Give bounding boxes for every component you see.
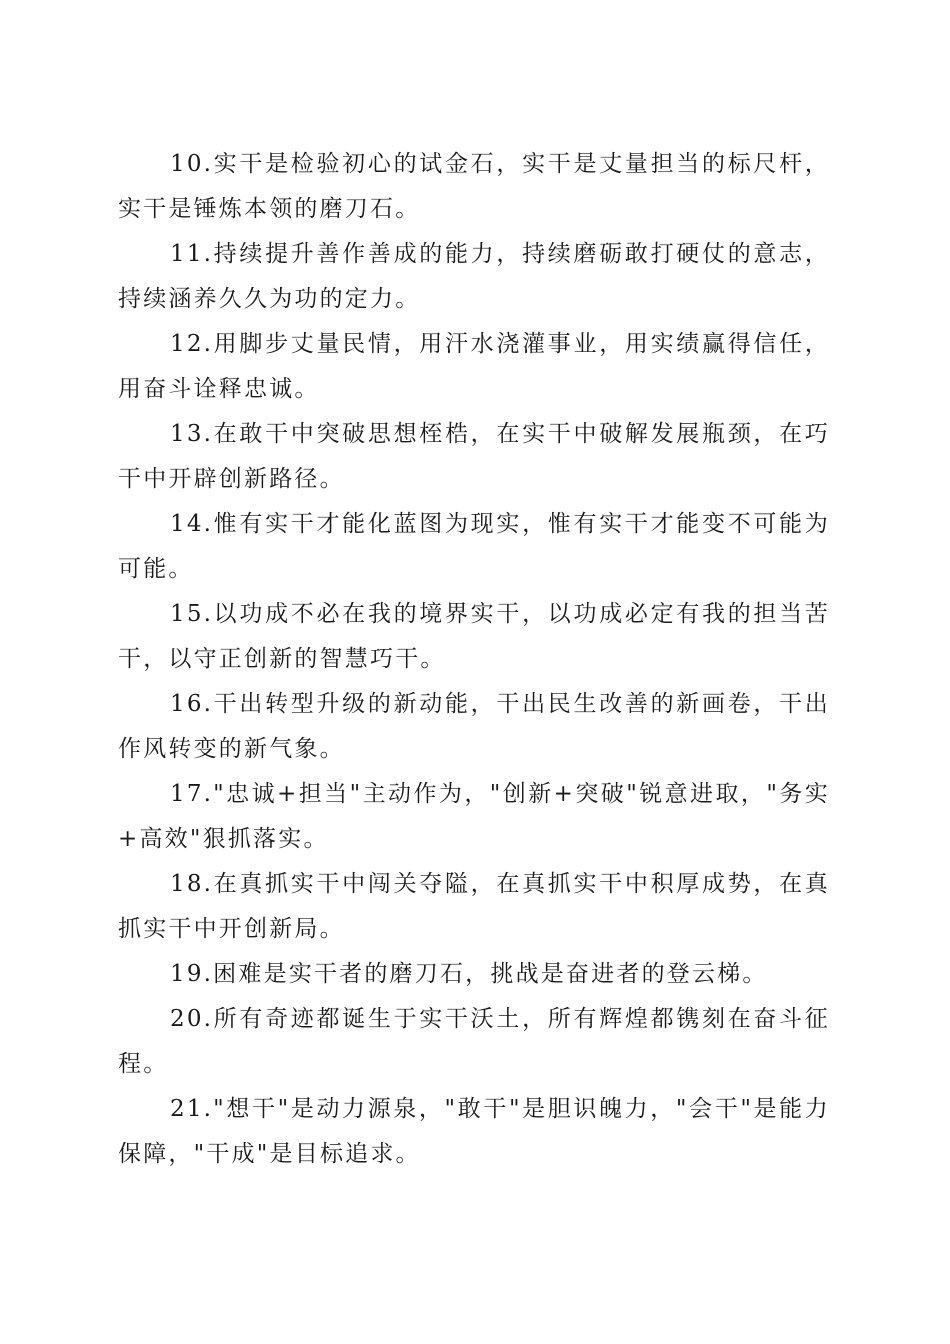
paragraph-11: 11.持续提升善作善成的能力，持续磨砺敢打硬仗的意志，持续涵养久久为功的定力。 xyxy=(118,241,830,312)
paragraph-20: 20.所有奇迹都诞生于实干沃土，所有辉煌都镌刻在奋斗征程。 xyxy=(118,1006,830,1077)
paragraph-14: 14.惟有实干才能化蓝图为现实，惟有实干才能变不可能为可能。 xyxy=(118,511,830,582)
paragraph-12: 12.用脚步丈量民情，用汗水浇灌事业，用实绩赢得信任，用奋斗诠释忠诚。 xyxy=(118,331,830,402)
paragraph-19: 19.困难是实干者的磨刀石，挑战是奋进者的登云梯。 xyxy=(170,961,768,987)
document-body xyxy=(118,142,830,1177)
paragraph-21: 21."想干"是动力源泉，"敢干"是胆识魄力，"会干"是能力保障，"干成"是目标追求。 xyxy=(118,1096,830,1167)
paragraph-17: 17."忠诚+担当"主动作为，"创新+突破"锐意进取，"务实+高效"狠抓落实。 xyxy=(118,781,830,852)
paragraph-10: 10.实干是检验初心的试金石，实干是丈量担当的标尺杆，实干是锤炼本领的磨刀石。 xyxy=(118,151,830,222)
paragraph-13: 13.在敢干中突破思想桎梏，在实干中破解发展瓶颈，在巧干中开辟创新路径。 xyxy=(118,421,830,492)
paragraph-16: 16.干出转型升级的新动能，干出民生改善的新画卷，干出作风转变的新气象。 xyxy=(118,691,830,762)
paragraph-18: 18.在真抓实干中闯关夺隘，在真抓实干中积厚成势，在真抓实干中开创新局。 xyxy=(118,871,830,942)
paragraph-15: 15.以功成不必在我的境界实干，以功成必定有我的担当苦干，以守正创新的智慧巧干。 xyxy=(118,601,830,672)
